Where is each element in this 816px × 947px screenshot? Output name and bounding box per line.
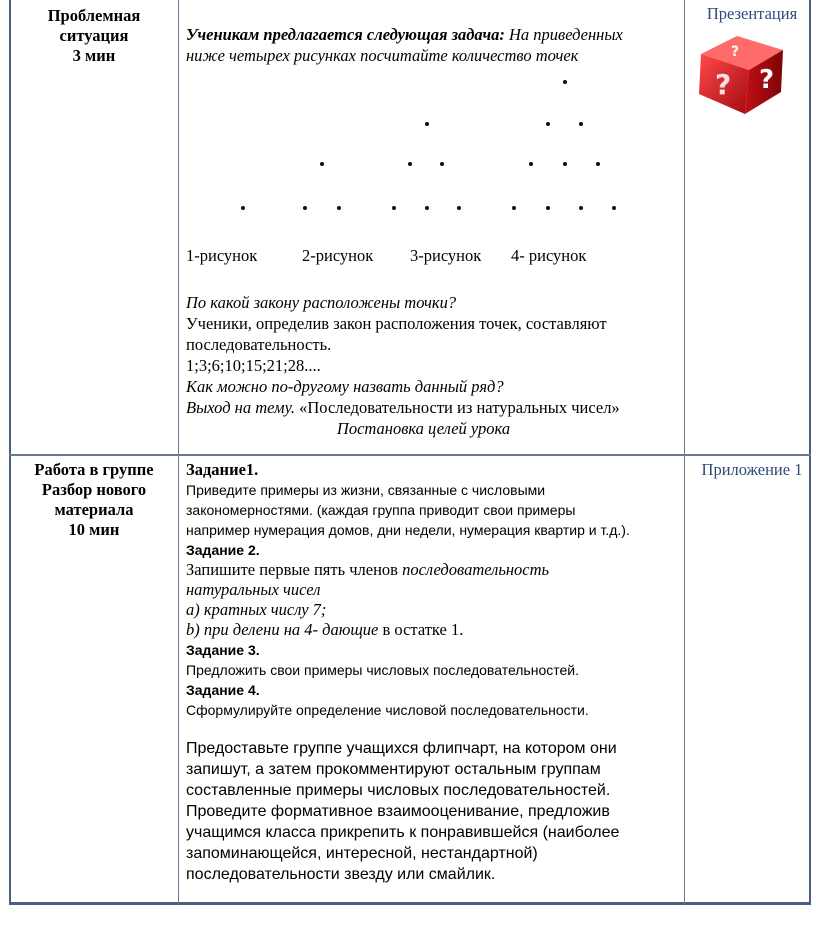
paragraph-line: Проведите формативное взаимооценивание, предложив: [186, 803, 610, 820]
dot: [529, 162, 533, 166]
task-lead-line2: ниже четырех рисунках посчитайте количество точек: [186, 46, 579, 65]
task-4-text: Сформулируйте определение числовой последовательности.: [186, 702, 589, 718]
stage-line: 10 мин: [68, 520, 120, 539]
task-1-line2: закономерностями. (каждая группа приводит свои примеры: [186, 502, 576, 518]
dot: [337, 206, 341, 210]
dot: [579, 122, 583, 126]
task-2-text-italic: последовательность: [402, 560, 550, 579]
resource-label: Приложение 1: [701, 460, 803, 479]
task-2-text: Запишите первые пять членов: [186, 560, 403, 579]
dot: [303, 206, 307, 210]
task-1-line1: Приведите примеры из жизни, связанные с числовыми: [186, 482, 546, 498]
row-divider: [9, 454, 811, 456]
svg-text:?: ?: [731, 44, 740, 60]
dot: [241, 206, 245, 210]
sequence: 1;3;6;10;15;21;28....: [186, 356, 321, 375]
dot: [579, 206, 583, 210]
column-divider-2: [684, 0, 685, 905]
task-2-b: b) при делени на 4- дающие: [186, 620, 379, 639]
dot: [408, 162, 412, 166]
task-2-line2: натуральных чисел: [186, 580, 321, 599]
dot: [546, 122, 550, 126]
answer-1-line1: Ученики, определив закон расположения точек, составляют: [186, 314, 607, 333]
lesson-goals: Постановка целей урока: [336, 419, 511, 438]
task-lead-rest: На приведенных: [504, 25, 623, 44]
dot: [440, 162, 444, 166]
stage-line: 3 мин: [72, 46, 116, 65]
figure-caption-4: 4- рисунок: [511, 246, 587, 265]
dot: [612, 206, 616, 210]
stage-line: Проблемная: [47, 6, 141, 25]
discussion-block: [186, 292, 681, 439]
stage-line: ситуация: [59, 26, 129, 45]
paragraph-line: учащимся класса прикрепить к понравившейся (наиболее: [186, 824, 620, 841]
dot: [563, 80, 567, 84]
topic-label: Выход на тему.: [186, 398, 295, 417]
dot: [425, 206, 429, 210]
dot: [392, 206, 396, 210]
task-4-title: Задание 4.: [186, 682, 260, 698]
dot: [457, 206, 461, 210]
question-1: По какой закону расположены точки?: [186, 293, 457, 312]
task-3-title: Задание 3.: [186, 642, 260, 658]
task-1-title: Задание1.: [186, 460, 259, 479]
paragraph-line: Предоставьте группе учащихся флипчарт, на котором они: [186, 740, 617, 757]
figure-caption-3: 3-рисунок: [410, 246, 482, 265]
task-1-line3: например нумерация домов, дни недели, нумерация квартир и т.д.).: [186, 522, 630, 538]
resource-cell-1: [688, 4, 816, 24]
paragraph-line: запишут, а затем прокомментируют остальным группам: [186, 761, 601, 778]
dot: [320, 162, 324, 166]
topic-text: «Последовательности из натуральных чисел»: [295, 398, 620, 417]
stage-line: материала: [54, 500, 134, 519]
task-2-a: а) кратных числу 7;: [186, 600, 327, 619]
paragraph-line: последовательности звезду или смайлик.: [186, 866, 496, 883]
red-question-dice-icon: [693, 24, 788, 116]
paragraph-line: запоминающейся, интересной, нестандартной): [186, 845, 538, 862]
task-intro: [186, 24, 681, 66]
stage-line: Работа в группе: [34, 460, 154, 479]
paragraph-line: составленные примеры числовых последовательностей.: [186, 782, 611, 799]
stage-cell-1: [12, 6, 176, 66]
dot: [512, 206, 516, 210]
dot: [596, 162, 600, 166]
resource-label: Презентация: [706, 4, 798, 23]
svg-text:?: ?: [715, 68, 732, 101]
column-divider-1: [178, 0, 179, 905]
resource-cell-2: [688, 460, 816, 480]
group-work-block: [186, 460, 681, 720]
task-lead: Ученикам предлагается следующая задача:: [186, 25, 505, 44]
dot: [425, 122, 429, 126]
dot: [546, 206, 550, 210]
stage-line: Разбор нового: [41, 480, 147, 499]
figure-caption-1: 1-рисунок: [186, 246, 258, 265]
instructions-paragraph: [186, 738, 681, 885]
task-2-b-rest: в остатке 1.: [378, 620, 464, 639]
answer-1-line2: последовательность.: [186, 335, 332, 354]
stage-cell-2: [12, 460, 176, 540]
dot: [563, 162, 567, 166]
question-2: Как можно по-другому назвать данный ряд?: [186, 377, 504, 396]
task-3-text: Предложить свои примеры числовых последовательностей.: [186, 662, 579, 678]
svg-text:?: ?: [759, 65, 775, 95]
task-2-title: Задание 2.: [186, 542, 260, 558]
figure-caption-2: 2-рисунок: [302, 246, 374, 265]
